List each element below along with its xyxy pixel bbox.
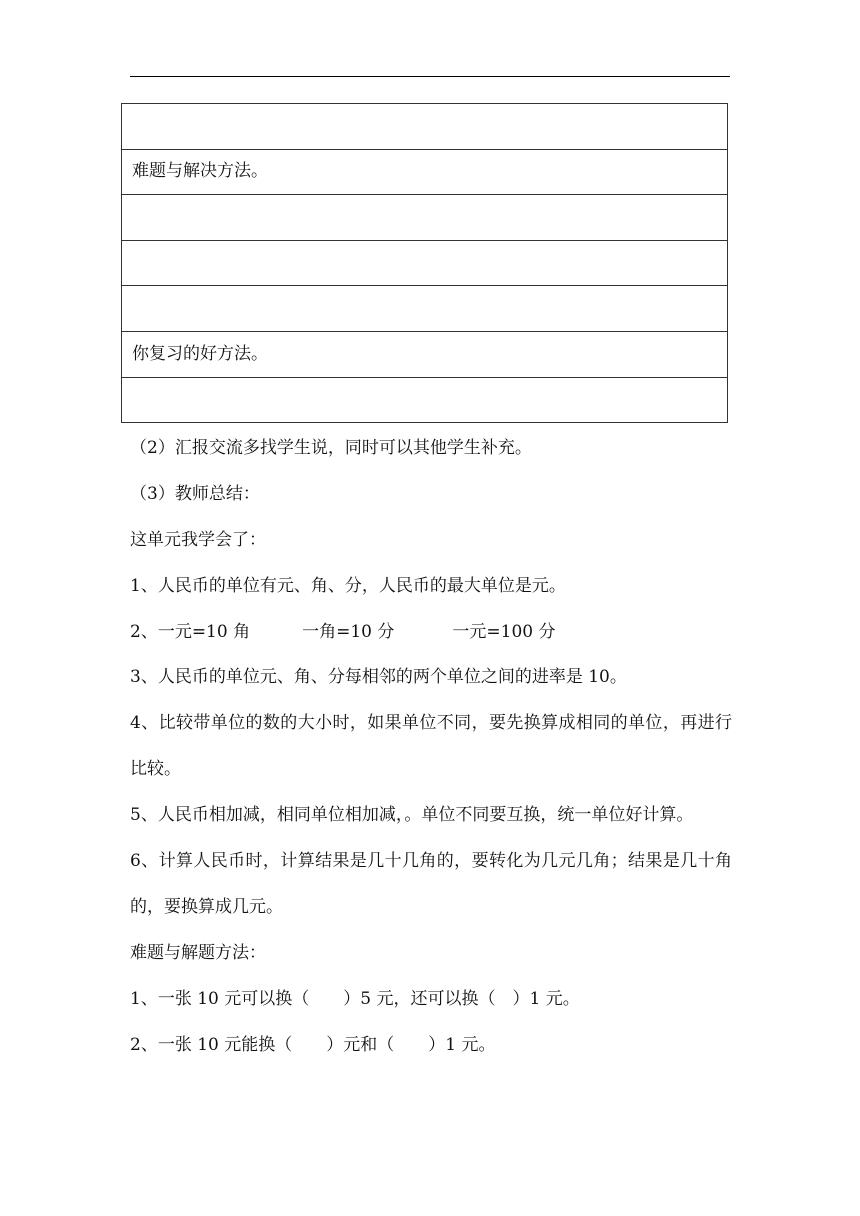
- table-row: [122, 195, 728, 241]
- table-cell-review-methods: 你复习的好方法。: [122, 331, 728, 377]
- exercise-2: 2、一张 10 元能换（ ）元和（ ）1 元。: [130, 1034, 496, 1055]
- point-2-part-a: 2、一元=10 角: [130, 621, 251, 642]
- table-cell: [122, 195, 728, 241]
- exercise-1: 1、一张 10 元可以换（ ）5 元，还可以换（ ）1 元。: [130, 988, 580, 1009]
- point-2-part-b: 一角=10 分: [302, 621, 395, 642]
- table-cell-difficulties: 难题与解决方法。: [122, 149, 728, 195]
- body-text: [130, 426, 732, 1069]
- point-4: 4、比较带单位的数的大小时，如果单位不同，要先换算成相同的单位，再进行比较。: [130, 713, 732, 780]
- paragraph-teacher-summary: （3）教师总结：: [130, 483, 260, 504]
- table-row: [122, 104, 728, 150]
- table-cell: [122, 104, 728, 150]
- table-cell: [122, 377, 728, 423]
- point-3: 3、人民币的单位元、角、分每相邻的两个单位之间的进率是 10。: [130, 667, 627, 688]
- review-table: [121, 103, 728, 423]
- point-2-part-c: 一元=100 分: [452, 621, 556, 642]
- table-row: [122, 240, 728, 286]
- table-cell: [122, 240, 728, 286]
- point-2: [130, 610, 732, 656]
- paragraph-unit-learned: 这单元我学会了：: [130, 529, 266, 550]
- table-row: [122, 286, 728, 332]
- paragraph-difficulties: 难题与解题方法：: [130, 942, 266, 963]
- point-6: 6、计算人民币时，计算结果是几十几角的，要转化为几元几角；结果是几十角的，要换算成几元。: [130, 851, 732, 917]
- table-row: [122, 149, 728, 195]
- table-row: [122, 377, 728, 423]
- point-1: 1、人民币的单位有元、角、分，人民币的最大单位是元。: [130, 575, 566, 596]
- paragraph-report: （2）汇报交流多找学生说，同时可以其他学生补充。: [130, 438, 532, 458]
- table-row: [122, 331, 728, 377]
- header-rule: [130, 76, 730, 77]
- point-5: 5、人民币相加减，相同单位相加减，。单位不同要互换，统一单位好计算。: [130, 805, 694, 826]
- table-cell: [122, 286, 728, 332]
